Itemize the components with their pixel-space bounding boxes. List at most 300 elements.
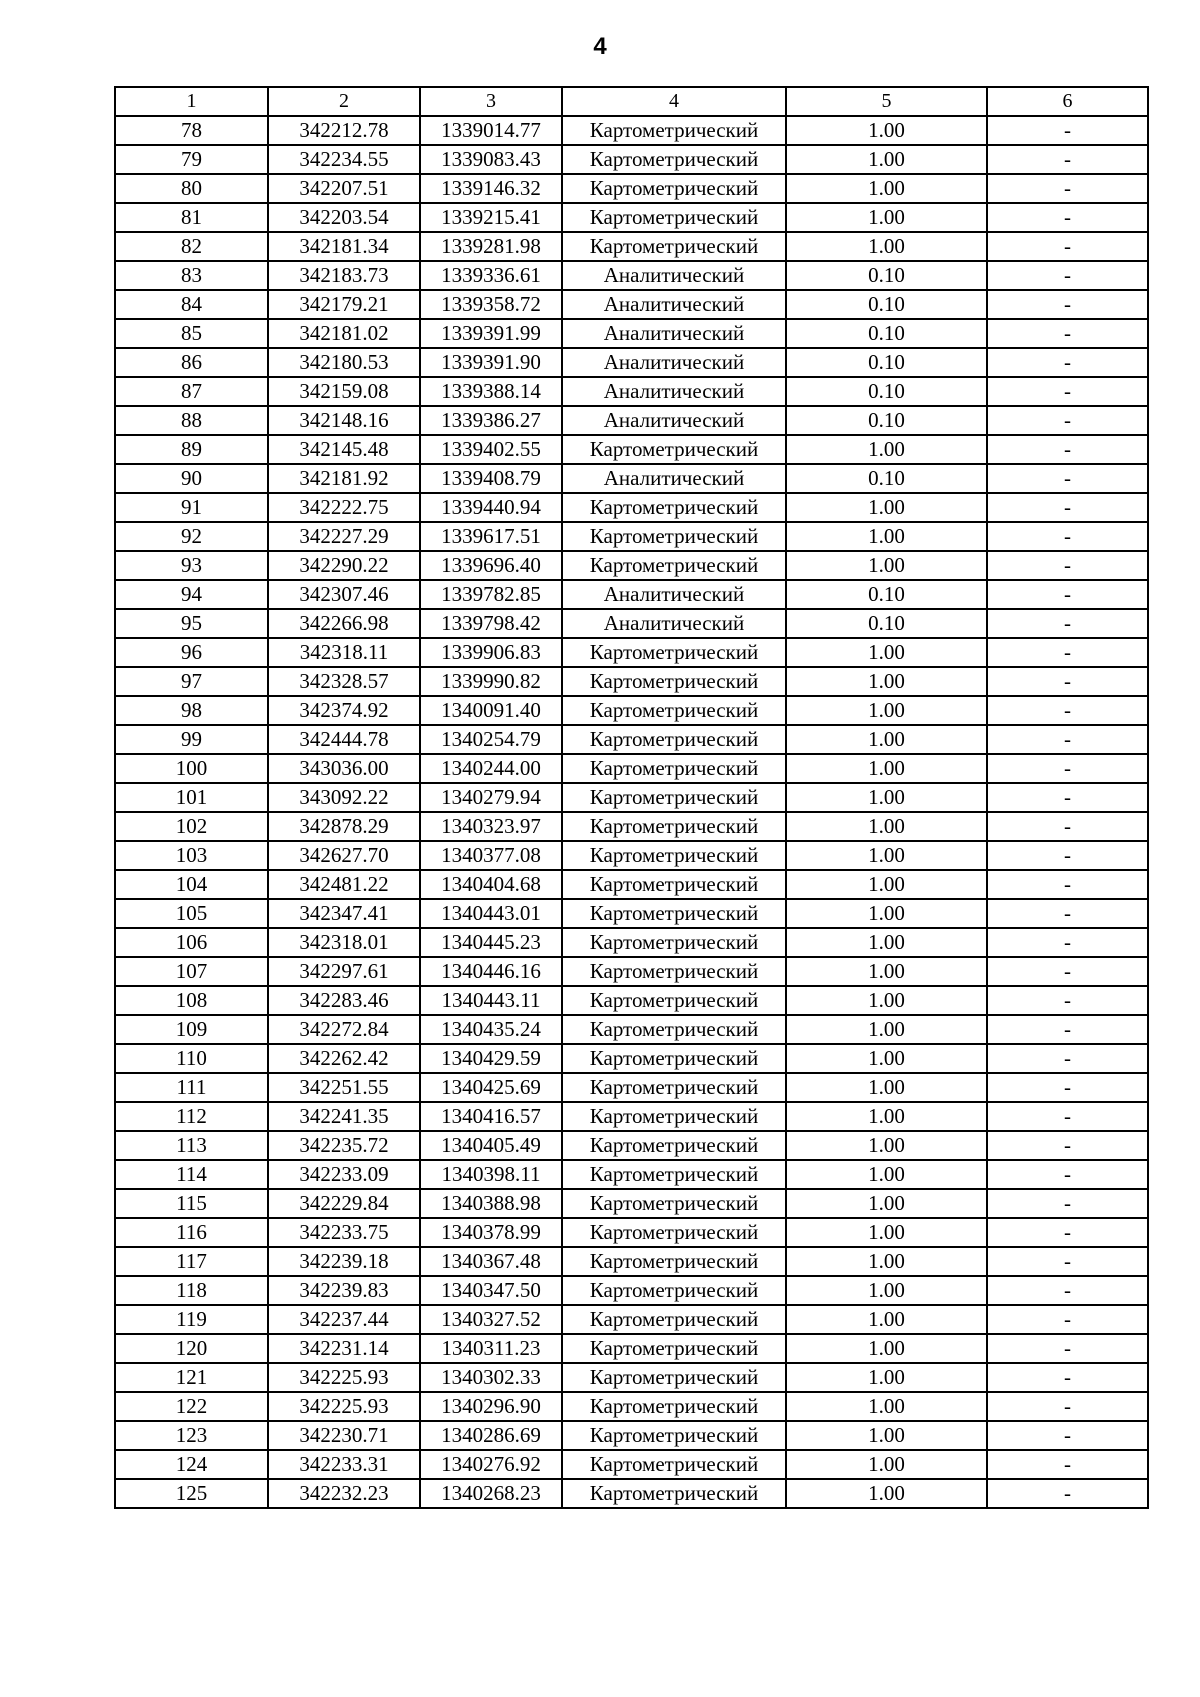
cell-y-coordinate: 1340276.92: [420, 1450, 562, 1479]
cell-method: Картометрический: [562, 1392, 786, 1421]
coordinates-table: [114, 86, 1149, 1509]
cell-x-coordinate: 342145.48: [268, 435, 420, 464]
cell-description: -: [987, 696, 1148, 725]
table-row: [115, 986, 1148, 1015]
table-row: [115, 1276, 1148, 1305]
table-row: [115, 957, 1148, 986]
cell-accuracy: 1.00: [786, 1073, 987, 1102]
cell-y-coordinate: 1339696.40: [420, 551, 562, 580]
cell-y-coordinate: 1340435.24: [420, 1015, 562, 1044]
cell-accuracy: 0.10: [786, 580, 987, 609]
cell-accuracy: 1.00: [786, 696, 987, 725]
cell-accuracy: 1.00: [786, 986, 987, 1015]
cell-accuracy: 1.00: [786, 754, 987, 783]
cell-accuracy: 1.00: [786, 841, 987, 870]
cell-description: -: [987, 957, 1148, 986]
cell-point-number: 118: [115, 1276, 268, 1305]
cell-x-coordinate: 342234.55: [268, 145, 420, 174]
column-header-x-coordinate: 2: [268, 87, 420, 116]
cell-method: Картометрический: [562, 145, 786, 174]
cell-accuracy: 1.00: [786, 1247, 987, 1276]
cell-method: Картометрический: [562, 1334, 786, 1363]
cell-x-coordinate: 342347.41: [268, 899, 420, 928]
cell-description: -: [987, 145, 1148, 174]
cell-point-number: 96: [115, 638, 268, 667]
column-header-description: 6: [987, 87, 1148, 116]
cell-point-number: 125: [115, 1479, 268, 1508]
cell-x-coordinate: 342229.84: [268, 1189, 420, 1218]
cell-x-coordinate: 342225.93: [268, 1392, 420, 1421]
cell-accuracy: 1.00: [786, 638, 987, 667]
cell-description: -: [987, 1247, 1148, 1276]
table-row: [115, 1479, 1148, 1508]
cell-accuracy: 0.10: [786, 609, 987, 638]
cell-description: -: [987, 1276, 1148, 1305]
table-row: [115, 841, 1148, 870]
cell-x-coordinate: 342225.93: [268, 1363, 420, 1392]
cell-x-coordinate: 342148.16: [268, 406, 420, 435]
table-row: [115, 1392, 1148, 1421]
cell-method: Картометрический: [562, 783, 786, 812]
table-row: [115, 290, 1148, 319]
cell-point-number: 98: [115, 696, 268, 725]
table-row: [115, 1160, 1148, 1189]
cell-accuracy: 1.00: [786, 1218, 987, 1247]
cell-y-coordinate: 1340404.68: [420, 870, 562, 899]
cell-point-number: 88: [115, 406, 268, 435]
cell-x-coordinate: 342297.61: [268, 957, 420, 986]
cell-x-coordinate: 342307.46: [268, 580, 420, 609]
cell-method: Картометрический: [562, 1218, 786, 1247]
cell-x-coordinate: 342239.83: [268, 1276, 420, 1305]
cell-point-number: 86: [115, 348, 268, 377]
cell-y-coordinate: 1340091.40: [420, 696, 562, 725]
cell-accuracy: 0.10: [786, 464, 987, 493]
cell-x-coordinate: 342181.02: [268, 319, 420, 348]
cell-accuracy: 1.00: [786, 435, 987, 464]
table-row: [115, 377, 1148, 406]
cell-description: -: [987, 435, 1148, 464]
table-row: [115, 493, 1148, 522]
cell-point-number: 79: [115, 145, 268, 174]
cell-y-coordinate: 1339440.94: [420, 493, 562, 522]
cell-point-number: 87: [115, 377, 268, 406]
cell-point-number: 101: [115, 783, 268, 812]
cell-x-coordinate: 342290.22: [268, 551, 420, 580]
cell-accuracy: 1.00: [786, 232, 987, 261]
cell-accuracy: 1.00: [786, 493, 987, 522]
cell-y-coordinate: 1340268.23: [420, 1479, 562, 1508]
table-row: [115, 319, 1148, 348]
table-row: [115, 812, 1148, 841]
cell-description: -: [987, 754, 1148, 783]
cell-x-coordinate: 342239.18: [268, 1247, 420, 1276]
cell-description: -: [987, 1131, 1148, 1160]
cell-y-coordinate: 1340445.23: [420, 928, 562, 957]
table-row: [115, 464, 1148, 493]
cell-accuracy: 1.00: [786, 1450, 987, 1479]
cell-point-number: 95: [115, 609, 268, 638]
column-header-y-coordinate: 3: [420, 87, 562, 116]
cell-y-coordinate: 1339215.41: [420, 203, 562, 232]
cell-accuracy: 1.00: [786, 812, 987, 841]
cell-y-coordinate: 1340296.90: [420, 1392, 562, 1421]
cell-point-number: 113: [115, 1131, 268, 1160]
cell-x-coordinate: 342328.57: [268, 667, 420, 696]
cell-y-coordinate: 1340279.94: [420, 783, 562, 812]
cell-accuracy: 1.00: [786, 1334, 987, 1363]
cell-method: Аналитический: [562, 406, 786, 435]
cell-accuracy: 0.10: [786, 319, 987, 348]
cell-y-coordinate: 1340302.33: [420, 1363, 562, 1392]
cell-method: Картометрический: [562, 174, 786, 203]
cell-point-number: 116: [115, 1218, 268, 1247]
cell-point-number: 121: [115, 1363, 268, 1392]
cell-method: Картометрический: [562, 1450, 786, 1479]
cell-accuracy: 1.00: [786, 928, 987, 957]
cell-method: Аналитический: [562, 464, 786, 493]
cell-x-coordinate: 342183.73: [268, 261, 420, 290]
cell-y-coordinate: 1339391.99: [420, 319, 562, 348]
cell-point-number: 107: [115, 957, 268, 986]
column-header-accuracy: 5: [786, 87, 987, 116]
table-row: [115, 1131, 1148, 1160]
cell-accuracy: 1.00: [786, 174, 987, 203]
table-row: [115, 754, 1148, 783]
cell-y-coordinate: 1340286.69: [420, 1421, 562, 1450]
cell-point-number: 85: [115, 319, 268, 348]
cell-point-number: 122: [115, 1392, 268, 1421]
cell-y-coordinate: 1339146.32: [420, 174, 562, 203]
cell-point-number: 92: [115, 522, 268, 551]
column-header-point-number: 1: [115, 87, 268, 116]
cell-point-number: 83: [115, 261, 268, 290]
cell-point-number: 119: [115, 1305, 268, 1334]
cell-method: Картометрический: [562, 638, 786, 667]
cell-accuracy: 1.00: [786, 667, 987, 696]
cell-accuracy: 0.10: [786, 377, 987, 406]
cell-method: Аналитический: [562, 290, 786, 319]
cell-method: Картометрический: [562, 522, 786, 551]
cell-x-coordinate: 342233.09: [268, 1160, 420, 1189]
cell-method: Картометрический: [562, 203, 786, 232]
table-row: [115, 522, 1148, 551]
cell-point-number: 105: [115, 899, 268, 928]
cell-y-coordinate: 1340311.23: [420, 1334, 562, 1363]
cell-method: Картометрический: [562, 754, 786, 783]
table-row: [115, 1334, 1148, 1363]
cell-y-coordinate: 1340378.99: [420, 1218, 562, 1247]
cell-description: -: [987, 319, 1148, 348]
cell-description: -: [987, 1015, 1148, 1044]
cell-accuracy: 1.00: [786, 1479, 987, 1508]
cell-x-coordinate: 343092.22: [268, 783, 420, 812]
cell-point-number: 99: [115, 725, 268, 754]
cell-y-coordinate: 1339083.43: [420, 145, 562, 174]
cell-description: -: [987, 1102, 1148, 1131]
table-row: [115, 1450, 1148, 1479]
cell-accuracy: 1.00: [786, 551, 987, 580]
cell-method: Картометрический: [562, 232, 786, 261]
cell-description: -: [987, 348, 1148, 377]
cell-method: Картометрический: [562, 1276, 786, 1305]
cell-method: Картометрический: [562, 1305, 786, 1334]
cell-method: Картометрический: [562, 667, 786, 696]
table-row: [115, 870, 1148, 899]
cell-method: Аналитический: [562, 609, 786, 638]
cell-point-number: 106: [115, 928, 268, 957]
cell-accuracy: 1.00: [786, 1160, 987, 1189]
cell-description: -: [987, 1421, 1148, 1450]
cell-accuracy: 1.00: [786, 522, 987, 551]
table-row: [115, 1247, 1148, 1276]
cell-x-coordinate: 342266.98: [268, 609, 420, 638]
table-row: [115, 406, 1148, 435]
cell-point-number: 84: [115, 290, 268, 319]
table-row: [115, 783, 1148, 812]
cell-y-coordinate: 1339014.77: [420, 116, 562, 145]
cell-point-number: 80: [115, 174, 268, 203]
cell-point-number: 103: [115, 841, 268, 870]
cell-y-coordinate: 1339408.79: [420, 464, 562, 493]
table-row: [115, 232, 1148, 261]
cell-y-coordinate: 1339358.72: [420, 290, 562, 319]
cell-point-number: 94: [115, 580, 268, 609]
cell-x-coordinate: 342878.29: [268, 812, 420, 841]
cell-description: -: [987, 638, 1148, 667]
cell-description: -: [987, 1044, 1148, 1073]
cell-description: -: [987, 841, 1148, 870]
table-row: [115, 580, 1148, 609]
cell-method: Картометрический: [562, 928, 786, 957]
cell-method: Аналитический: [562, 261, 786, 290]
cell-method: Картометрический: [562, 841, 786, 870]
cell-accuracy: 1.00: [786, 116, 987, 145]
cell-description: -: [987, 522, 1148, 551]
cell-y-coordinate: 1340446.16: [420, 957, 562, 986]
cell-accuracy: 1.00: [786, 870, 987, 899]
cell-accuracy: 1.00: [786, 1363, 987, 1392]
table-row: [115, 899, 1148, 928]
cell-method: Аналитический: [562, 319, 786, 348]
cell-description: -: [987, 1189, 1148, 1218]
cell-point-number: 100: [115, 754, 268, 783]
cell-point-number: 110: [115, 1044, 268, 1073]
cell-y-coordinate: 1339391.90: [420, 348, 562, 377]
cell-point-number: 90: [115, 464, 268, 493]
cell-x-coordinate: 342233.31: [268, 1450, 420, 1479]
cell-description: -: [987, 203, 1148, 232]
cell-method: Картометрический: [562, 1044, 786, 1073]
cell-point-number: 97: [115, 667, 268, 696]
table-row: [115, 261, 1148, 290]
cell-point-number: 111: [115, 1073, 268, 1102]
cell-y-coordinate: 1339990.82: [420, 667, 562, 696]
cell-point-number: 82: [115, 232, 268, 261]
cell-method: Картометрический: [562, 812, 786, 841]
cell-x-coordinate: 342251.55: [268, 1073, 420, 1102]
cell-x-coordinate: 342272.84: [268, 1015, 420, 1044]
cell-method: Картометрический: [562, 1015, 786, 1044]
cell-y-coordinate: 1339402.55: [420, 435, 562, 464]
cell-y-coordinate: 1340367.48: [420, 1247, 562, 1276]
cell-x-coordinate: 342180.53: [268, 348, 420, 377]
cell-accuracy: 1.00: [786, 1276, 987, 1305]
cell-accuracy: 1.00: [786, 899, 987, 928]
cell-method: Картометрический: [562, 1102, 786, 1131]
cell-description: -: [987, 928, 1148, 957]
cell-y-coordinate: 1339281.98: [420, 232, 562, 261]
cell-y-coordinate: 1340254.79: [420, 725, 562, 754]
cell-description: -: [987, 1363, 1148, 1392]
cell-x-coordinate: 342181.92: [268, 464, 420, 493]
cell-description: -: [987, 174, 1148, 203]
cell-y-coordinate: 1340388.98: [420, 1189, 562, 1218]
cell-description: -: [987, 667, 1148, 696]
cell-y-coordinate: 1339906.83: [420, 638, 562, 667]
cell-method: Картометрический: [562, 1131, 786, 1160]
cell-method: Картометрический: [562, 899, 786, 928]
cell-method: Картометрический: [562, 1247, 786, 1276]
cell-x-coordinate: 342283.46: [268, 986, 420, 1015]
cell-x-coordinate: 342241.35: [268, 1102, 420, 1131]
cell-description: -: [987, 1218, 1148, 1247]
page-number: 4: [593, 33, 607, 60]
table-row: [115, 696, 1148, 725]
cell-x-coordinate: 342374.92: [268, 696, 420, 725]
cell-description: -: [987, 1334, 1148, 1363]
cell-x-coordinate: 342159.08: [268, 377, 420, 406]
table-row: [115, 1015, 1148, 1044]
cell-method: Картометрический: [562, 435, 786, 464]
table-row: [115, 609, 1148, 638]
cell-y-coordinate: 1340323.97: [420, 812, 562, 841]
cell-point-number: 108: [115, 986, 268, 1015]
cell-description: -: [987, 406, 1148, 435]
cell-x-coordinate: 342222.75: [268, 493, 420, 522]
table-row: [115, 348, 1148, 377]
cell-description: -: [987, 783, 1148, 812]
cell-point-number: 109: [115, 1015, 268, 1044]
cell-method: Картометрический: [562, 551, 786, 580]
cell-accuracy: 1.00: [786, 1421, 987, 1450]
cell-description: -: [987, 464, 1148, 493]
cell-description: -: [987, 232, 1148, 261]
table-row: [115, 1363, 1148, 1392]
cell-description: -: [987, 899, 1148, 928]
cell-description: -: [987, 116, 1148, 145]
cell-x-coordinate: 342444.78: [268, 725, 420, 754]
cell-description: -: [987, 580, 1148, 609]
cell-method: Картометрический: [562, 1363, 786, 1392]
table-row: [115, 116, 1148, 145]
cell-point-number: 112: [115, 1102, 268, 1131]
table-row: [115, 928, 1148, 957]
cell-method: Картометрический: [562, 870, 786, 899]
cell-point-number: 102: [115, 812, 268, 841]
cell-description: -: [987, 493, 1148, 522]
cell-point-number: 115: [115, 1189, 268, 1218]
cell-point-number: 120: [115, 1334, 268, 1363]
cell-description: -: [987, 812, 1148, 841]
cell-description: -: [987, 377, 1148, 406]
cell-description: -: [987, 609, 1148, 638]
cell-y-coordinate: 1340443.11: [420, 986, 562, 1015]
cell-x-coordinate: 342232.23: [268, 1479, 420, 1508]
cell-accuracy: 1.00: [786, 1189, 987, 1218]
cell-accuracy: 0.10: [786, 290, 987, 319]
cell-description: -: [987, 1073, 1148, 1102]
cell-description: -: [987, 1479, 1148, 1508]
cell-accuracy: 1.00: [786, 1044, 987, 1073]
cell-accuracy: 1.00: [786, 1131, 987, 1160]
cell-description: -: [987, 870, 1148, 899]
cell-x-coordinate: 342231.14: [268, 1334, 420, 1363]
cell-accuracy: 1.00: [786, 725, 987, 754]
cell-accuracy: 0.10: [786, 261, 987, 290]
cell-x-coordinate: 342181.34: [268, 232, 420, 261]
cell-method: Картометрический: [562, 1189, 786, 1218]
table-row: [115, 1218, 1148, 1247]
cell-method: Картометрический: [562, 986, 786, 1015]
cell-description: -: [987, 551, 1148, 580]
table-row: [115, 638, 1148, 667]
cell-accuracy: 1.00: [786, 1102, 987, 1131]
cell-x-coordinate: 342207.51: [268, 174, 420, 203]
table-row: [115, 1044, 1148, 1073]
table-row: [115, 145, 1148, 174]
cell-point-number: 104: [115, 870, 268, 899]
cell-accuracy: 1.00: [786, 783, 987, 812]
table-row: [115, 203, 1148, 232]
cell-description: -: [987, 1450, 1148, 1479]
cell-method: Аналитический: [562, 348, 786, 377]
cell-point-number: 114: [115, 1160, 268, 1189]
cell-point-number: 89: [115, 435, 268, 464]
table-row: [115, 725, 1148, 754]
cell-x-coordinate: 343036.00: [268, 754, 420, 783]
table-row: [115, 551, 1148, 580]
cell-description: -: [987, 1160, 1148, 1189]
cell-point-number: 93: [115, 551, 268, 580]
table-row: [115, 435, 1148, 464]
cell-description: -: [987, 1305, 1148, 1334]
cell-y-coordinate: 1339617.51: [420, 522, 562, 551]
cell-description: -: [987, 986, 1148, 1015]
cell-y-coordinate: 1340347.50: [420, 1276, 562, 1305]
cell-description: -: [987, 290, 1148, 319]
cell-y-coordinate: 1339388.14: [420, 377, 562, 406]
cell-point-number: 123: [115, 1421, 268, 1450]
table-row: [115, 1421, 1148, 1450]
table-row: [115, 667, 1148, 696]
cell-y-coordinate: 1340443.01: [420, 899, 562, 928]
cell-x-coordinate: 342233.75: [268, 1218, 420, 1247]
cell-x-coordinate: 342481.22: [268, 870, 420, 899]
cell-y-coordinate: 1339782.85: [420, 580, 562, 609]
table-body: [115, 116, 1148, 1508]
cell-x-coordinate: 342230.71: [268, 1421, 420, 1450]
cell-method: Картометрический: [562, 1160, 786, 1189]
cell-x-coordinate: 342235.72: [268, 1131, 420, 1160]
cell-accuracy: 1.00: [786, 145, 987, 174]
cell-y-coordinate: 1340398.11: [420, 1160, 562, 1189]
cell-point-number: 91: [115, 493, 268, 522]
table-row: [115, 174, 1148, 203]
cell-x-coordinate: 342237.44: [268, 1305, 420, 1334]
table-header: [115, 87, 1148, 116]
cell-accuracy: 1.00: [786, 1392, 987, 1421]
